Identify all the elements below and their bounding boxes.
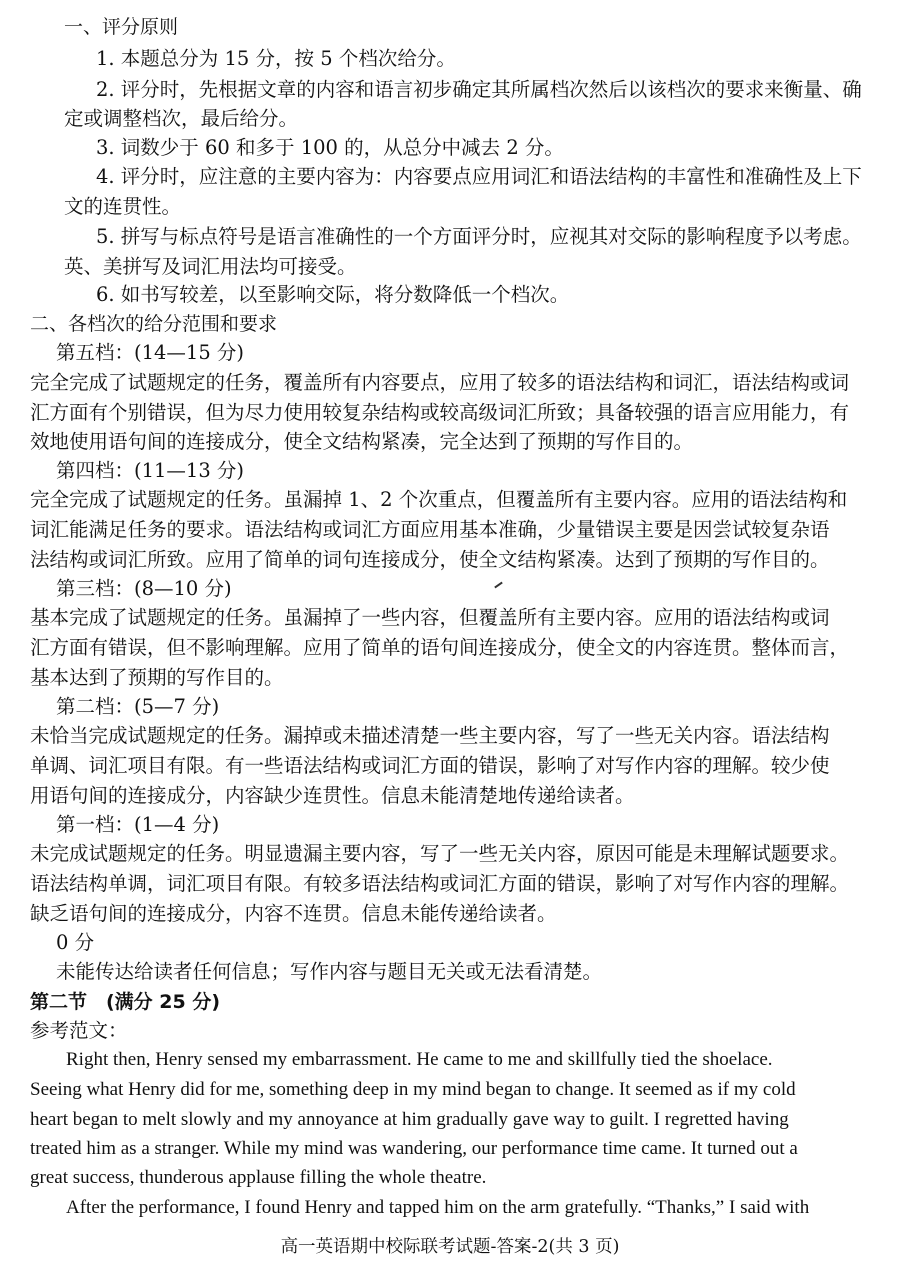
level-3-text: 基本达到了预期的写作目的。	[30, 666, 284, 689]
level-3-title: 第三档：(8—10 分)	[56, 577, 232, 600]
level-0-title: 0 分	[56, 931, 95, 954]
level-5-title: 第五档：(14—15 分)	[56, 341, 245, 364]
rule-item-1: 1. 本题总分为 15 分，按 5 个档次给分。	[96, 47, 456, 70]
level-0-text: 未能传达给读者任何信息；写作内容与题目无关或无法看清楚。	[56, 960, 603, 983]
level-3-text: 汇方面有错误，但不影响理解。应用了简单的语句间连接成分，使全文的内容连贯。整体而言，	[30, 636, 850, 659]
rule-item-3: 3. 词数少于 60 和多于 100 的，从总分中减去 2 分。	[96, 136, 564, 159]
section2-heading: 二、各档次的给分范围和要求	[30, 313, 278, 335]
page-footer: 高一英语期中校际联考试题-答案-2(共 3 页)	[280, 1237, 620, 1257]
essay-line: heart began to melt slowly and my annoyance at him gradually gave way to guilt. I regretted having	[30, 1109, 789, 1130]
rule-item-4: 4. 评分时，应注意的主要内容为：内容要点应用词汇和语法结构的丰富性和准确性及上下	[96, 165, 862, 188]
rule-item-2: 2. 评分时，先根据文章的内容和语言初步确定其所属档次然后以该档次的要求来衡量、确	[96, 78, 862, 101]
section1-heading: 一、评分原则	[64, 16, 179, 38]
rule-item-5: 5. 拼写与标点符号是语言准确性的一个方面评分时，应视其对交际的影响程度予以考虑。	[96, 225, 862, 248]
level-1-text: 语法结构单调，词汇项目有限。有较多语法结构或词汇方面的错误，影响了对写作内容的理解。	[30, 872, 850, 895]
level-5-text: 汇方面有个别错误，但为尽力使用较复杂结构或较高级词汇所致；具备较强的语言应用能力，有	[30, 401, 850, 424]
level-3-text: 基本完成了试题规定的任务。虽漏掉了一些内容，但覆盖所有主要内容。应用的语法结构或词	[30, 606, 830, 629]
stray-pen-mark	[494, 582, 503, 589]
level-5-text: 完全完成了试题规定的任务，覆盖所有内容要点，应用了较多的语法结构和词汇，语法结构或词	[30, 371, 850, 394]
level-2-text: 用语句间的连接成分，内容缺少连贯性。信息未能清楚地传递给读者。	[30, 784, 635, 807]
essay-line: Seeing what Henry did for me, something deep in my mind began to change. It seemed as if my cold	[30, 1079, 796, 1100]
rule-item-2-cont: 定或调整档次，最后给分。	[64, 107, 299, 130]
part2-heading: 第二节 (满分 25 分)	[30, 991, 221, 1013]
level-1-title: 第一档：(1—4 分)	[56, 813, 220, 836]
rule-item-4-cont: 文的连贯性。	[64, 195, 182, 218]
essay-line: treated him as a stranger. While my mind was wandering, our performance time came. It turned out a	[30, 1138, 798, 1159]
level-1-text: 未完成试题规定的任务。明显遗漏主要内容，写了一些无关内容，原因可能是未理解试题要求。	[30, 842, 850, 865]
level-4-text: 法结构或词汇所致。应用了简单的词句连接成分，使全文结构紧凑。达到了预期的写作目的。	[30, 548, 830, 571]
level-2-text: 单调、词汇项目有限。有一些语法结构或词汇方面的错误，影响了对写作内容的理解。较少使	[30, 754, 830, 777]
level-2-title: 第二档：(5—7 分)	[56, 695, 220, 718]
essay-line: After the performance, I found Henry and tapped him on the arm gratefully. “Thanks,” I said with	[66, 1197, 810, 1218]
essay-line: Right then, Henry sensed my embarrassment. He came to me and skillfully tied the shoelace.	[66, 1049, 773, 1070]
level-1-text: 缺乏语句间的连接成分，内容不连贯。信息未能传递给读者。	[30, 902, 557, 925]
level-4-title: 第四档：(11—13 分)	[56, 459, 245, 482]
rule-item-6: 6. 如书写较差，以至影响交际，将分数降低一个档次。	[96, 283, 570, 306]
level-5-text: 效地使用语句间的连接成分，使全文结构紧凑，完全达到了预期的写作目的。	[30, 430, 694, 453]
level-2-text: 未恰当完成试题规定的任务。漏掉或未描述清楚一些主要内容，写了一些无关内容。语法结构	[30, 724, 830, 747]
level-4-text: 完全完成了试题规定的任务。虽漏掉 1、2 个次重点，但覆盖所有主要内容。应用的语法结构和	[30, 488, 848, 511]
sample-label: 参考范文：	[30, 1019, 128, 1042]
essay-line: great success, thunderous applause filling the whole theatre.	[30, 1167, 487, 1188]
level-4-text: 词汇能满足任务的要求。语法结构或词汇方面应用基本准确，少量错误主要是因尝试较复杂语	[30, 518, 830, 541]
rule-item-5-cont: 英、美拼写及词汇用法均可接受。	[64, 255, 357, 278]
